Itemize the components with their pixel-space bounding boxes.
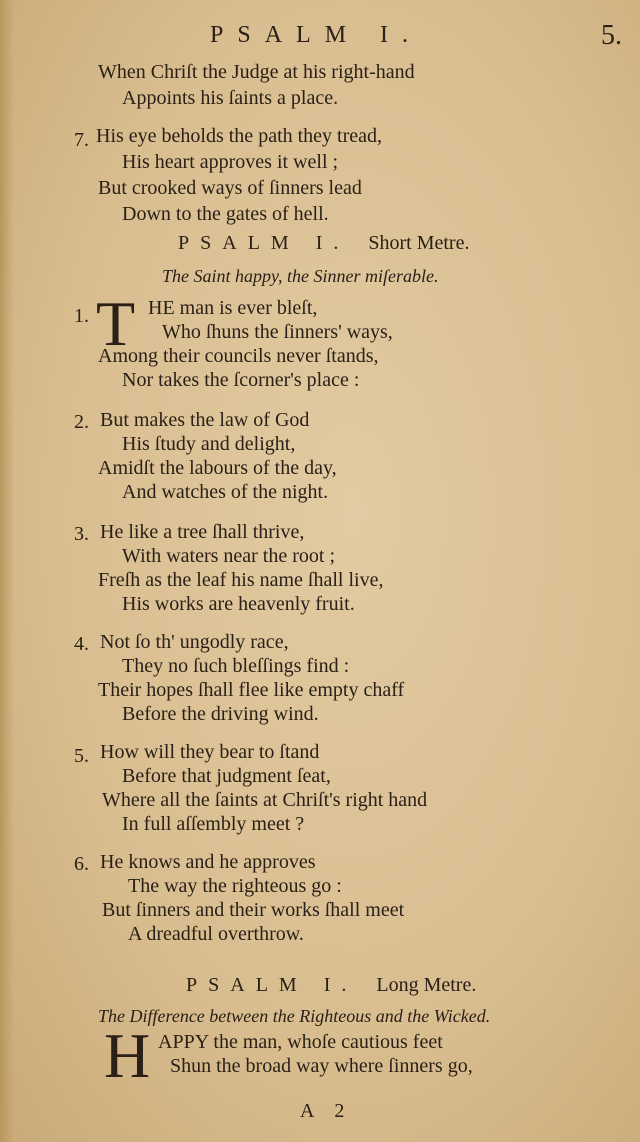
section-subtitle: The Difference between the Righteous and the Wicked. xyxy=(98,1006,491,1026)
metre-label: Long Metre. xyxy=(376,974,477,996)
verse-line: With waters near the root ; xyxy=(122,545,336,567)
verse-line: His works are heavenly fruit. xyxy=(122,593,355,615)
verse-line: But ſinners and their works ſhall meet xyxy=(102,899,405,921)
stanza-number: 3. xyxy=(74,523,89,545)
verse-line: Shun the broad way where ſinners go, xyxy=(170,1055,473,1077)
stanza-number: 7. xyxy=(74,129,89,151)
stanza-number: 2. xyxy=(74,411,89,433)
drop-cap: T xyxy=(96,288,136,359)
section-heading xyxy=(186,974,476,997)
verse-line: Their hopes ſhall flee like empty chaff xyxy=(98,679,405,701)
page-number: 5. xyxy=(601,20,622,51)
verse-line: HE man is ever bleſt, xyxy=(148,297,318,319)
verse-line: In full aſſembly meet ? xyxy=(122,813,305,835)
psalm-title: PSALM I. xyxy=(186,974,358,996)
verse-line: APPY the man, whoſe cautious feet xyxy=(158,1031,443,1053)
section-subtitle: The Saint happy, the Sinner miſerable. xyxy=(162,266,439,286)
verse-line: Among their councils never ſtands, xyxy=(98,345,379,367)
verse-line: He like a tree ſhall thrive, xyxy=(100,521,305,543)
verse-line: Nor takes the ſcorner's place : xyxy=(122,369,360,391)
signature-mark: A 2 xyxy=(300,1100,353,1122)
verse-line: How will they bear to ſtand xyxy=(100,741,320,763)
stanza-number: 5. xyxy=(74,745,89,767)
stanza-number: 6. xyxy=(74,853,89,875)
section-heading xyxy=(178,232,469,255)
verse-line: Amidſt the labours of the day, xyxy=(98,457,337,479)
verse-line: Not ſo th' ungodly race, xyxy=(100,631,289,653)
verse-line: His eye beholds the path they tread, xyxy=(96,125,383,147)
stanza-number: 1. xyxy=(74,305,89,327)
verse-line: Where all the ſaints at Chriſt's right hand xyxy=(102,789,428,811)
page-gutter-shadow xyxy=(0,0,14,1142)
verse-line: The way the righteous go : xyxy=(128,875,342,897)
verse-line: A dreadful overthrow. xyxy=(128,923,304,945)
verse-line: His ſtudy and delight, xyxy=(122,433,296,455)
running-head xyxy=(0,22,640,52)
stanza-number: 4. xyxy=(74,633,89,655)
verse-line: Freſh as the leaf his name ſhall live, xyxy=(98,569,384,591)
verse-line: His heart approves it well ; xyxy=(122,151,339,173)
verse-line: Before the driving wind. xyxy=(122,703,319,725)
verse-line: Before that judgment ſeat, xyxy=(122,765,331,787)
running-head-title: PSALM I. xyxy=(210,22,423,48)
verse-line: Appoints his ſaints a place. xyxy=(122,87,339,109)
verse-line: But makes the law of God xyxy=(100,409,310,431)
metre-label: Short Metre. xyxy=(368,232,470,254)
verse-line: When Chriſt the Judge at his right-hand xyxy=(98,61,415,83)
verse-line: And watches of the night. xyxy=(122,481,329,503)
verse-line: But crooked ways of ſinners lead xyxy=(98,177,362,199)
verse-line: They no ſuch bleſſings find : xyxy=(122,655,350,677)
psalm-title: PSALM I. xyxy=(178,232,350,254)
verse-line: Who ſhuns the ſinners' ways, xyxy=(162,321,393,343)
verse-line: Down to the gates of hell. xyxy=(122,203,329,225)
drop-cap: H xyxy=(104,1020,151,1091)
verse-line: He knows and he approves xyxy=(100,851,316,873)
